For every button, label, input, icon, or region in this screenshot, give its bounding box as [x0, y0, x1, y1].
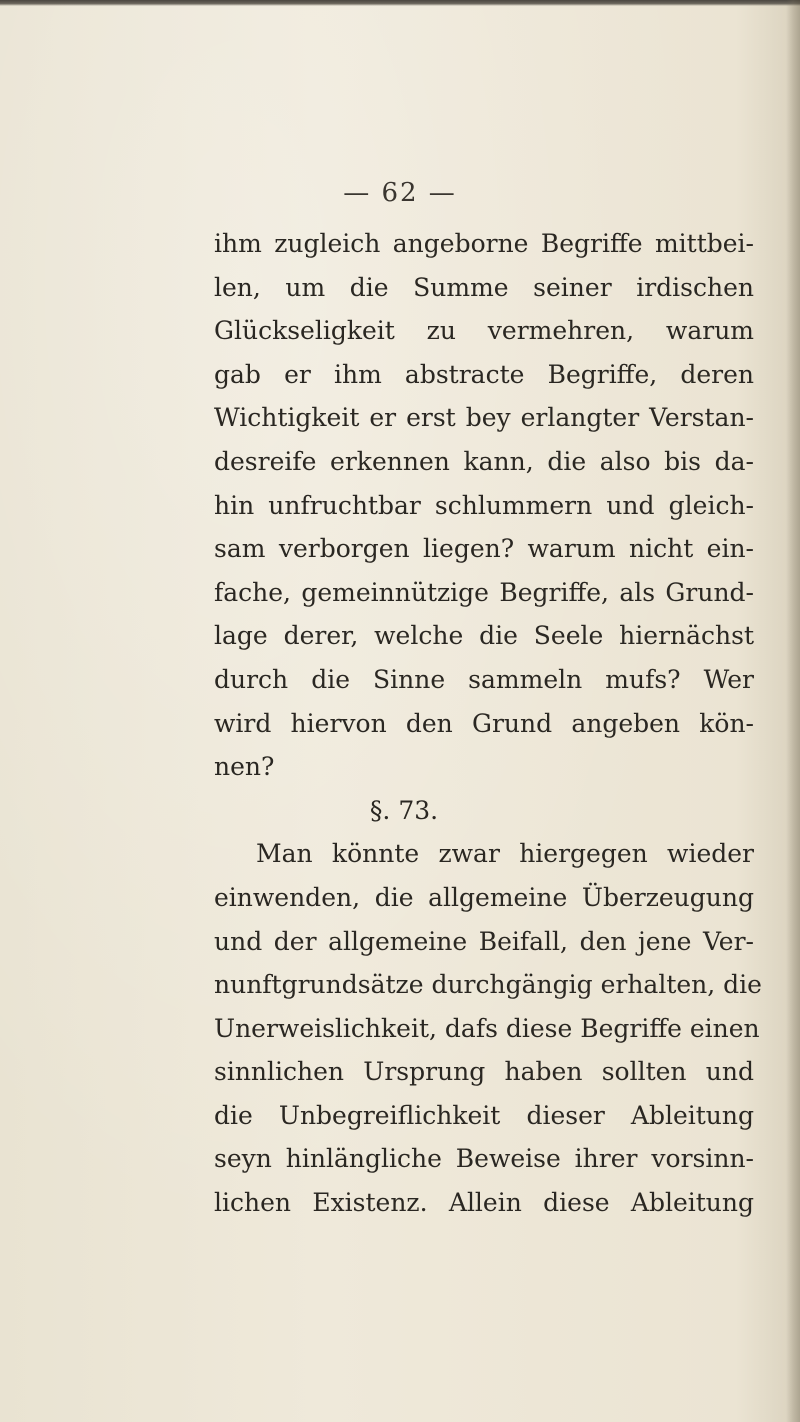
- text-line: sam verborgen liegen? warum nicht ein-: [214, 534, 754, 564]
- text-line: Man könnte zwar hiergegen wieder: [256, 839, 754, 869]
- text-line: lichen Existenz. Allein diese Ableitung: [214, 1188, 754, 1218]
- text-line: desreife erkennen kann, die also bis da-: [214, 446, 754, 476]
- text-line: einwenden, die allgemeine Überzeugung: [214, 882, 754, 912]
- page-right-edge: [786, 0, 800, 1422]
- text-line: nen?: [214, 752, 275, 782]
- text-block: [214, 222, 762, 1225]
- text-line: hin unfruchtbar schlummern und gleich-: [214, 490, 754, 520]
- text-line: die Unbegreiflichkeit dieser Ableitung: [214, 1100, 754, 1130]
- page-top-edge: [0, 0, 800, 6]
- text-line: Glückseligkeit zu vermehren, warum: [214, 316, 754, 346]
- text-line: fache, gemeinnützige Begriffe, als Grund-: [214, 577, 754, 607]
- text-line: Unerweislichkeit, dafs diese Begriffe einen: [214, 1013, 760, 1043]
- section-heading: §. 73.: [369, 795, 439, 825]
- page-number: — 62 —: [343, 178, 457, 208]
- text-line: wird hiervon den Grund angeben kön-: [214, 708, 754, 738]
- text-line: sinnlichen Ursprung haben sollten und: [214, 1057, 754, 1087]
- text-line: nunftgrundsätze durchgängig erhalten, die: [214, 970, 762, 1000]
- text-line: durch die Sinne sammeln mufs? Wer: [214, 664, 754, 694]
- text-line: lage derer, welche die Seele hiernächst: [214, 621, 754, 651]
- text-line: seyn hinlängliche Beweise ihrer vorsinn-: [214, 1144, 754, 1174]
- text-line: und der allgemeine Beifall, den jene Ver-: [214, 926, 754, 956]
- text-line: gab er ihm abstracte Begriffe, deren: [214, 359, 754, 389]
- text-line: len, um die Summe seiner irdischen: [214, 272, 754, 302]
- text-line: ihm zugleich angeborne Begriffe mittbei-: [214, 229, 754, 258]
- text-line: Wichtigkeit er erst bey erlangter Verstan-: [214, 403, 754, 433]
